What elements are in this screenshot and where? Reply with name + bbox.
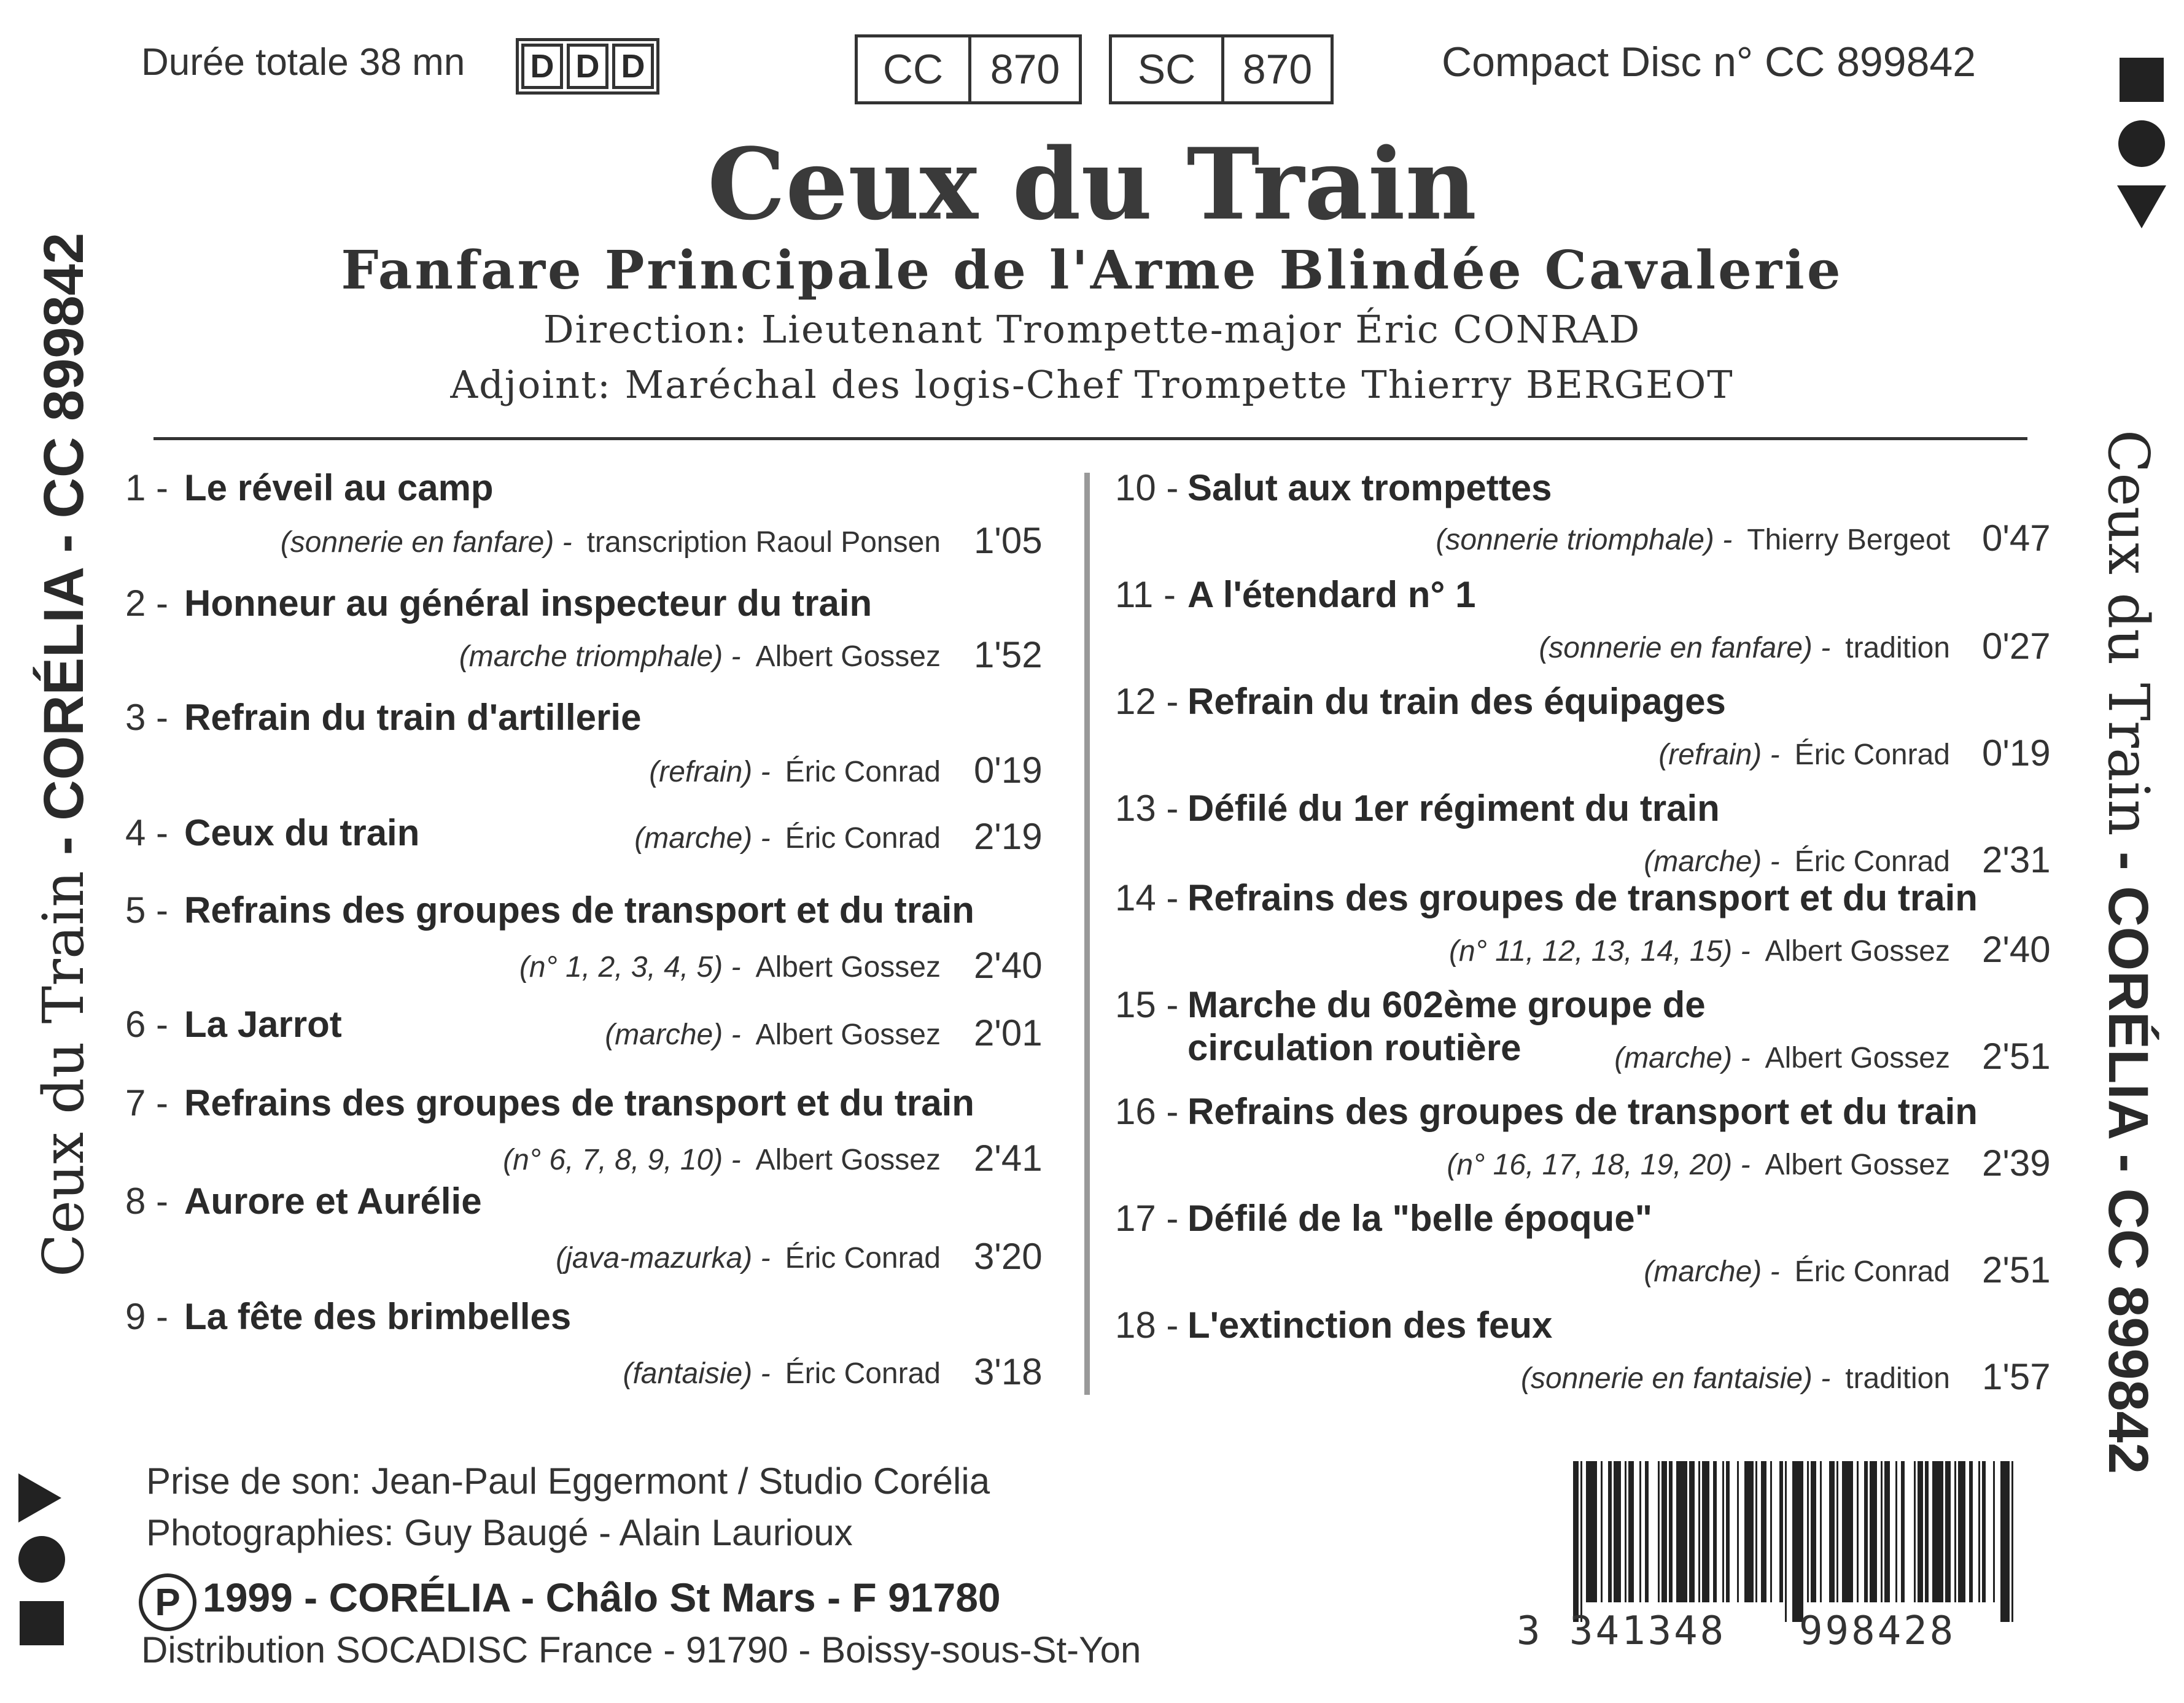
credit-copyright: 1999 - CORÉLIA - Châlo St Mars - F 91780 — [203, 1575, 1001, 1620]
barcode-bar — [1857, 1461, 1859, 1602]
track-title: Refrain du train d'artillerie — [184, 697, 642, 738]
barcode-bar — [1676, 1461, 1687, 1602]
barcode-bar — [1958, 1461, 1965, 1602]
cc-code-prefix: CC — [882, 46, 944, 93]
track-genre: (n° 16, 17, 18, 19, 20) - — [1447, 1149, 1751, 1181]
barcode-bar — [1702, 1461, 1709, 1602]
barcode-bar — [1669, 1461, 1673, 1602]
track-duration: 2'51 — [1982, 1249, 2051, 1290]
track-genre: (sonnerie triomphale) - — [1436, 524, 1733, 556]
track-title: Ceux du train — [184, 812, 420, 853]
barcode-bar — [1901, 1461, 1905, 1602]
barcode-bar — [1737, 1461, 1739, 1602]
track-number: 11 - — [1115, 574, 1176, 615]
barcode-bar — [1982, 1461, 1986, 1602]
barcode-bar — [1625, 1461, 1626, 1602]
barcode-bar — [1864, 1461, 1868, 1602]
track-title: L'extinction des feux — [1187, 1305, 1553, 1346]
track-number: 13 - — [1115, 788, 1179, 829]
track-duration: 2'40 — [974, 945, 1043, 986]
barcode-bar — [1792, 1461, 1803, 1622]
track-composer: Éric Conrad — [785, 1242, 941, 1274]
barcode-bar — [1969, 1461, 1973, 1602]
track-number: 10 - — [1115, 467, 1179, 508]
track-title: Refrains des groupes de transport et du train — [184, 1082, 974, 1123]
track-composer: Albert Gossez — [755, 951, 941, 983]
track-duration: 2'31 — [1982, 839, 2051, 880]
barcode-bar — [1842, 1461, 1853, 1602]
barcode-bar — [1639, 1461, 1641, 1602]
barcode-bar — [1614, 1461, 1621, 1602]
barcode-bar — [1881, 1461, 1883, 1602]
track-genre: (refrain) - — [1658, 739, 1780, 771]
barcode-bar — [1658, 1461, 1660, 1602]
barcode-bar — [1726, 1461, 1730, 1602]
track-title: Le réveil au camp — [184, 467, 494, 508]
track-genre: (sonnerie en fantaisie) - — [1520, 1362, 1831, 1395]
credit-distribution: Distribution SOCADISC France - 91790 - Boissy-sous-St-Yon — [141, 1629, 1141, 1670]
barcode-bar — [1918, 1461, 1923, 1602]
track-composer: Albert Gossez — [755, 1144, 941, 1176]
track-duration: 0'47 — [1982, 518, 2051, 559]
track-composer: tradition — [1845, 1362, 1950, 1395]
sc-code-prefix: SC — [1137, 46, 1196, 93]
track-duration: 2'40 — [1982, 929, 2051, 970]
track-duration: 0'19 — [974, 750, 1043, 791]
track-title: Refrains des groupes de transport et du train — [1187, 1091, 1978, 1132]
barcode-bar — [2011, 1461, 2013, 1622]
header-rule — [154, 437, 2027, 440]
spine-left-title: Ceux du Train — [31, 871, 96, 1277]
barcode-bar — [1573, 1461, 1579, 1622]
track-title: A l'étendard n° 1 — [1187, 574, 1476, 615]
track-title: Refrain du train des équipages — [1187, 681, 1726, 722]
track-composer: transcription Raoul Ponsen — [586, 526, 941, 559]
track-genre: (marche) - — [1644, 1255, 1780, 1288]
track-genre: (marche) - — [605, 1018, 741, 1051]
barcode-bar — [1580, 1461, 1582, 1622]
track-number: 18 - — [1115, 1305, 1179, 1346]
track-title: Défilé de la "belle époque" — [1187, 1198, 1653, 1239]
barcode-first-digit: 3 — [1517, 1608, 1541, 1654]
track-title: Défilé du 1er régiment du train — [1187, 788, 1720, 829]
barcode-bar — [1914, 1461, 1916, 1602]
track-duration: 0'19 — [1982, 732, 2051, 774]
barcode-bar — [1722, 1461, 1724, 1602]
direction-line: Direction: Lieutenant Trompette-major Éric CONRAD — [543, 307, 1641, 352]
track-duration: 2'39 — [1982, 1142, 2051, 1184]
barcode-bar — [1978, 1461, 1980, 1602]
track-number: 8 - — [125, 1181, 169, 1222]
track-title: La Jarrot — [184, 1004, 342, 1045]
track-composer: Albert Gossez — [1765, 935, 1950, 968]
total-duration: Durée totale 38 mn — [141, 41, 465, 83]
track-title: La fête des brimbelles — [184, 1296, 572, 1337]
credit-photos: Photographies: Guy Baugé - Alain Laurioux — [146, 1512, 853, 1553]
barcode-left-digits: 341348 — [1569, 1608, 1727, 1654]
barcode-bar — [1661, 1461, 1667, 1602]
ensemble-name: Fanfare Principale de l'Arme Blindée Cavalerie — [341, 239, 1843, 301]
ddd-letter: D — [521, 44, 563, 89]
ddd-letter: D — [567, 44, 608, 89]
barcode-bar — [1713, 1461, 1717, 1602]
track-duration: 2'41 — [974, 1138, 1043, 1179]
sc-code-box — [1109, 34, 1334, 104]
track-composer: Thierry Bergeot — [1747, 524, 1950, 556]
track-composer: Éric Conrad — [1794, 739, 1950, 771]
track-number: 5 - — [125, 890, 169, 931]
track-number: 12 - — [1115, 681, 1179, 722]
barcode-right-digits: 998428 — [1799, 1608, 1956, 1654]
track-composer: tradition — [1845, 632, 1950, 664]
track-number: 4 - — [125, 812, 169, 853]
track-number: 16 - — [1115, 1091, 1179, 1132]
track-duration: 3'20 — [974, 1236, 1043, 1277]
track-composer: Albert Gossez — [755, 1018, 941, 1051]
track-title-cont: circulation routière — [1187, 1027, 1521, 1068]
track-composer: Éric Conrad — [1794, 1255, 1950, 1288]
barcode-bar — [1645, 1461, 1649, 1602]
barcode-bar — [1993, 1461, 1995, 1602]
track-genre: (refrain) - — [649, 756, 771, 788]
barcode-bar — [1932, 1461, 1943, 1602]
track-duration: 2'19 — [974, 816, 1043, 857]
corelia-logo-icon — [18, 1473, 68, 1645]
barcode-bar — [1755, 1461, 1757, 1602]
barcode-bar — [1779, 1461, 1783, 1602]
track-duration: 1'05 — [974, 520, 1043, 561]
barcode-bar — [1744, 1461, 1754, 1602]
disc-number: Compact Disc n° CC 899842 — [1442, 39, 1976, 85]
track-duration: 1'52 — [974, 634, 1043, 675]
track-duration: 0'27 — [1982, 626, 2051, 667]
barcode-bar — [1925, 1461, 1929, 1602]
track-title: Marche du 602ème groupe de — [1187, 984, 1706, 1025]
track-number: 7 - — [125, 1082, 169, 1123]
track-title: Salut aux trompettes — [1187, 467, 1552, 508]
column-divider — [1084, 473, 1090, 1395]
track-composer: Éric Conrad — [785, 822, 941, 855]
phonogram-icon: P — [139, 1573, 196, 1631]
spine-right — [2081, 430, 2167, 1535]
track-number: 17 - — [1115, 1198, 1179, 1239]
track-genre: (sonnerie en fanfare) - — [1539, 632, 1831, 664]
barcode-bar — [2000, 1461, 2010, 1622]
track-composer: Éric Conrad — [785, 1357, 941, 1390]
ddd-badge — [516, 38, 659, 95]
track-title: Honneur au général inspecteur du train — [184, 583, 872, 624]
track-composer: Éric Conrad — [1794, 845, 1950, 878]
track-duration: 1'57 — [1982, 1356, 2051, 1397]
track-number: 6 - — [125, 1004, 169, 1045]
track-genre: (fantaisie) - — [623, 1357, 771, 1390]
corelia-logo-icon — [2117, 58, 2166, 230]
barcode-bar — [1608, 1461, 1612, 1602]
track-composer: Albert Gossez — [1765, 1042, 1950, 1074]
track-number: 3 - — [125, 697, 169, 738]
ddd-letter: D — [612, 44, 654, 89]
track-number: 15 - — [1115, 984, 1179, 1025]
barcode-bar — [1884, 1461, 1890, 1602]
barcode-bar — [1870, 1461, 1877, 1602]
track-number: 2 - — [125, 583, 169, 624]
barcode-bar — [1836, 1461, 1838, 1602]
track-title: Refrains des groupes de transport et du train — [1187, 877, 1978, 918]
track-genre: (java-mazurka) - — [556, 1242, 771, 1274]
track-title: Refrains des groupes de transport et du train — [184, 890, 974, 931]
track-composer: Albert Gossez — [755, 640, 941, 673]
spine-left-label: - CORÉLIA - CC 899842 — [33, 232, 95, 855]
cc-code-number: 870 — [968, 37, 1079, 101]
barcode-bar — [1586, 1461, 1597, 1602]
barcode-bar — [1954, 1461, 1956, 1602]
track-title: Aurore et Aurélie — [184, 1181, 482, 1222]
track-duration: 3'18 — [974, 1351, 1043, 1392]
spine-right-label: - CORÉLIA - CC 899842 — [2097, 852, 2159, 1475]
track-duration: 2'01 — [974, 1012, 1043, 1053]
barcode-bar — [1811, 1461, 1816, 1602]
spine-left — [25, 172, 111, 1277]
track-number: 1 - — [125, 467, 169, 508]
barcode-bar — [1820, 1461, 1822, 1602]
barcode-bar — [1628, 1461, 1634, 1602]
barcode-bar — [1770, 1461, 1772, 1602]
track-genre: (n° 11, 12, 13, 14, 15) - — [1448, 935, 1751, 968]
adjoint-line: Adjoint: Maréchal des logis-Chef Trompette Thierry BERGEOT — [450, 362, 1734, 407]
barcode-bar — [1689, 1461, 1695, 1602]
credit-sound: Prise de son: Jean-Paul Eggermont / Studio Corélia — [146, 1461, 990, 1502]
track-composer: Albert Gossez — [1765, 1149, 1950, 1181]
track-number: 14 - — [1115, 877, 1179, 918]
barcode — [1517, 1461, 2014, 1658]
album-title: Ceux du Train — [707, 126, 1477, 242]
barcode-bar — [1829, 1461, 1835, 1602]
track-duration: 2'51 — [1982, 1036, 2051, 1077]
track-genre: (marche) - — [1644, 845, 1780, 878]
barcode-bar — [1601, 1461, 1603, 1602]
track-genre: (marche) - — [1614, 1042, 1751, 1074]
barcode-bar — [1761, 1461, 1766, 1602]
barcode-bar — [1945, 1461, 1951, 1602]
barcode-bar — [1698, 1461, 1700, 1602]
track-genre: (marche) - — [634, 822, 771, 855]
track-number: 9 - — [125, 1296, 169, 1337]
track-genre: (sonnerie en fanfare) - — [280, 526, 572, 559]
barcode-bar — [1785, 1461, 1787, 1622]
cc-code-box — [855, 34, 1082, 104]
track-genre: (n° 1, 2, 3, 4, 5) - — [519, 951, 741, 983]
track-composer: Éric Conrad — [785, 756, 941, 788]
track-genre: (n° 6, 7, 8, 9, 10) - — [503, 1144, 741, 1176]
spine-right-title: Ceux du Train — [2096, 430, 2161, 836]
track-genre: (marche triomphale) - — [459, 640, 741, 673]
barcode-bar — [1895, 1461, 1897, 1602]
sc-code-number: 870 — [1221, 37, 1331, 101]
barcode-bar — [1807, 1461, 1809, 1602]
